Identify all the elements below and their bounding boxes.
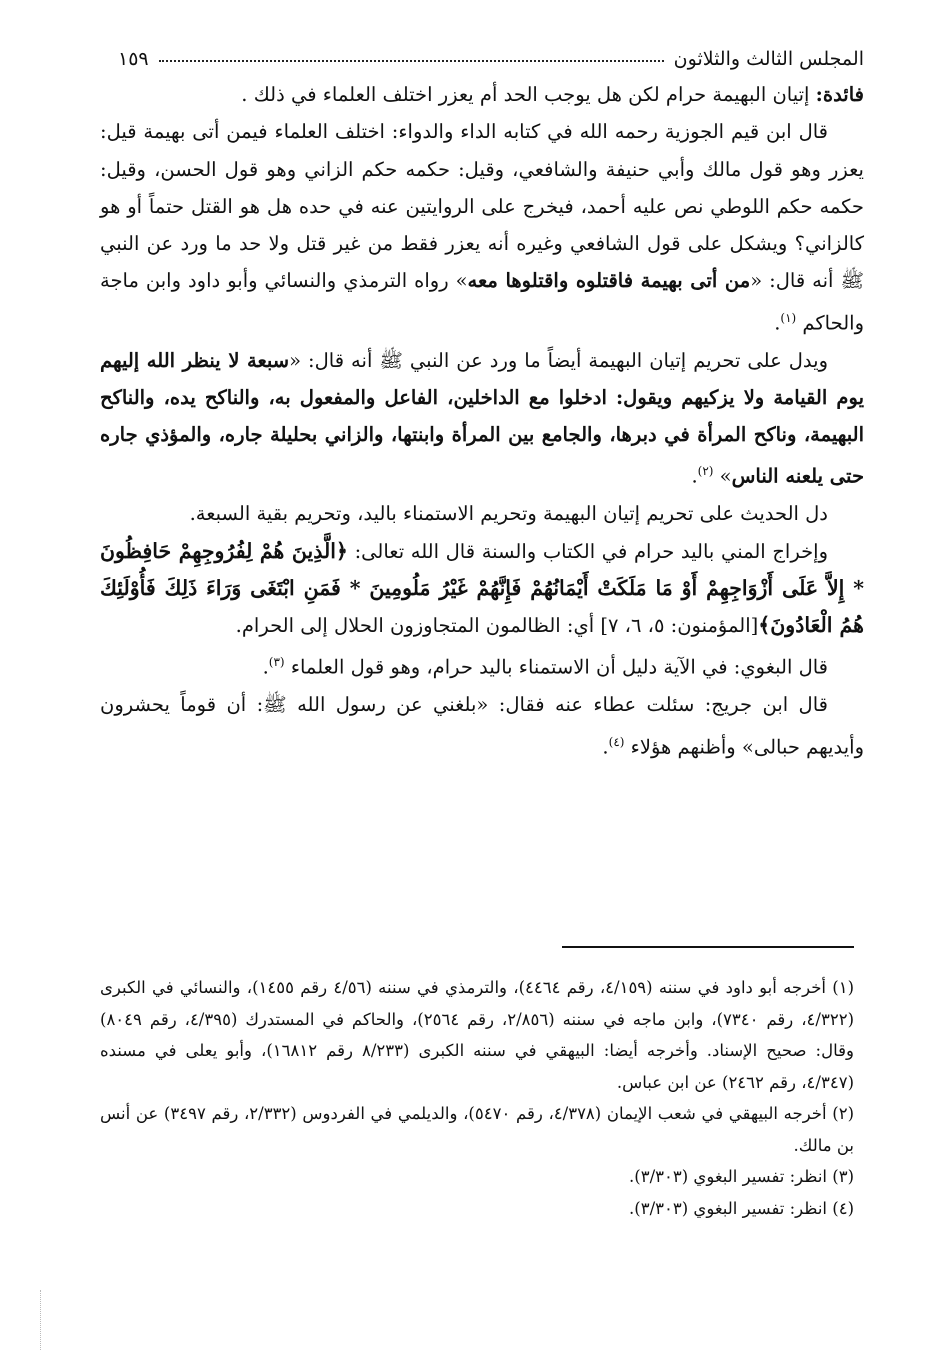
- paragraph-seven: ويدل على تحريم إتيان البهيمة أيضاً ما ورد عن النبي ﷺ أنه قال: «سبعة لا ينظر الله إليهم يوم القيامة ولا يزكيهم ويقول: ادخلوا مع الداخلين، الفاعل والمفعول به، والناكح يده، والناكح البهيمة، وناكح المرأة في دبرها، والجامع بين المرأة وابنتها، والزاني بحليلة جاره، والمؤذي جاره حتى يلعنه الناس» $^{(٢)}$.: [100, 348, 864, 488]
- ibn-jurayj-text: قال ابن جريج: سئلت عطاء عنه فقال: «بلغني عن رسول الله ﷺ: أن قوماً يحشرون وأيديهم حبالى» وأظنهم هؤلاء: [100, 693, 864, 759]
- benefit-text: إتيان البهيمة حرام لكن هل يوجب الحد أم يعزر اختلف العلماء في ذلك .: [241, 83, 816, 106]
- seven-intro: ويدل على تحريم إتيان البهيمة أيضاً ما ورد عن النبي ﷺ أنه قال: «: [289, 348, 828, 372]
- paragraph-quran: [100, 533, 864, 645]
- conclusion-text: دل الحديث على تحريم إتيان البهيمة وتحريم الاستمناء باليد، وتحريم بقية السبعة.: [189, 502, 828, 526]
- footnote-ref-2[interactable]: (٢): [697, 464, 714, 479]
- quran-intro: وإخراج المني باليد حرام في الكتاب والسنة قال الله تعالى:: [347, 539, 828, 563]
- main-text: [100, 76, 864, 765]
- hadith-source: » رواه الترمذي والنسائي وأبو داود وابن ماجة والحاكم: [100, 269, 864, 335]
- footnote-ref-3[interactable]: (٣): [268, 655, 285, 670]
- footnote-separator: [562, 946, 854, 948]
- paragraph-baghawi: قال البغوي: في الآية دليل أن الاستمناء باليد حرام، وهو قول العلماء $^{(٣)}$.: [262, 655, 828, 679]
- footnote-2: (٢) أخرجه البيهقي في شعب الإيمان (٤/٣٧٨، رقم ٥٤٧٠)، والديلمي في الفردوس (٢/٣٣٢، رقم ٣٤٩٧) عن أنس بن مالك.: [100, 1104, 854, 1155]
- quran-reference: [المؤمنون: ٥، ٦، ٧] أي: الظالمون المتجاوزون الحلال إلى الحرام.: [235, 614, 759, 638]
- baghawi-text: قال البغوي: في الآية دليل أن الاستمناء باليد حرام، وهو قول العلماء: [290, 655, 828, 679]
- footnote-ref-4[interactable]: (٤): [608, 734, 625, 749]
- paragraph-ibn-jurayj: قال ابن جريج: سئلت عطاء عنه فقال: «بلغني عن رسول الله ﷺ: أن قوماً يحشرون وأيديهم حبالى» وأظنهم هؤلاء $^{(٤)}$.: [100, 693, 864, 759]
- footnote-ref-1[interactable]: (١): [780, 310, 797, 325]
- hadith-quote: من أتى بهيمة فاقتلوه واقتلوها معه: [467, 269, 751, 293]
- paragraph-conclusion: [100, 495, 864, 532]
- header-dotted-leader: [159, 60, 664, 62]
- paragraph-benefit: [100, 76, 864, 113]
- hadith-seven-close: »: [719, 464, 732, 488]
- footnote-1: (١) أخرجه أبو داود في سننه (٤/١٥٩، رقم ٤٤٦٤)، والترمذي في سننه (٤/٥٦ رقم ١٤٥٥)، والنسائي في الكبرى (٤/٣٢٢، رقم ٧٣٤٠)، وابن ماجه في سننه (٢/٨٥٦، رقم ٢٥٦٤)، والحاكم في المستدرك (٤/٣٩٥، رقم ٨٠٤٩) وقال: صحيح الإسناد. وأخرجه أيضا: البيهقي في سننه الكبرى (٨/٢٣٣ رقم ١٦٨١٢)، وأبو يعلى في مسنده (٤/٣٤٧، رقم ٢٤٦٢) عن ابن عباس.: [100, 978, 855, 1092]
- ibn-qayyim-text: قال ابن قيم الجوزية رحمه الله في كتابه الداء والدواء: اختلف العلماء فيمن أتى بهيمة قيل: يعزر وهو قول مالك وأبي حنيفة والشافعي، وقيل: حكمه حكم الزاني وهو قول الحسن، وقيل: حكمه حكم اللوطي نص عليه أحمد، فيخرج على الروايتين عنه في حده هل هو القتل حتماً أو هو كالزاني؟ ويشكل على قول الشافعي وغيره أنه يعزر فقط من غير قتل ولا حد ما ورد عن النبي ﷺ أنه قال: «: [100, 120, 864, 293]
- chapter-title: المجلس الثالث والثلاثون: [673, 48, 864, 70]
- page-number: ١٥٩: [118, 48, 149, 70]
- hadith-seven: سبعة لا ينظر الله إليهم يوم القيامة ولا يزكيهم ويقول: ادخلوا مع الداخلين، الفاعل والمفعول به، والناكح يده، والناكح البهيمة، وناكح المرأة في دبرها، والجامع بين المرأة وابنتها، والزاني بحليلة جاره، والمؤذي جاره حتى يلعنه الناس: [100, 348, 864, 488]
- footnote-3: (٣) انظر: تفسير البغوي (٣/٣٠٣).: [629, 1167, 854, 1186]
- gutter-mark: [40, 1290, 43, 1350]
- quran-ayah: ﴿الَّذِينَ هُمْ لِفُرُوجِهِمْ حَافِظُونَ * إِلاَّ عَلَى أَزْوَاجِهِمْ أَوْ مَا مَلَكَتْ أَيْمَانُهُمْ فَإِنَّهُمْ غَيْرُ مَلُومِينَ * فَمَنِ ابْتَغَى وَرَاءَ ذَلِكَ فَأُوْلَئِكَ هُمُ الْعَادُونَ﴾: [100, 538, 864, 638]
- paragraph-ibn-qayyim: قال ابن قيم الجوزية رحمه الله في كتابه الداء والدواء: اختلف العلماء فيمن أتى بهيمة قيل: يعزر وهو قول مالك وأبي حنيفة والشافعي، وقيل: حكمه حكم الزاني وهو قول الحسن، وقيل: حكمه حكم اللوطي نص عليه أحمد، فيخرج على الروايتين عنه في حده هل هو القتل حتماً أو هو كالزاني؟ ويشكل على قول الشافعي وغيره أنه يعزر فقط من غير قتل ولا حد ما ورد عن النبي ﷺ أنه قال: «من أتى بهيمة فاقتلوه واقتلوها معه» رواه الترمذي والنسائي وأبو داود وابن ماجة والحاكم $^{(١)}$.: [100, 120, 864, 335]
- footnote-4: (٤) انظر: تفسير البغوي (٣/٣٠٣).: [629, 1198, 854, 1218]
- page-header: [118, 34, 864, 70]
- footnotes: [100, 972, 854, 1224]
- benefit-label: فائدة:: [815, 83, 864, 106]
